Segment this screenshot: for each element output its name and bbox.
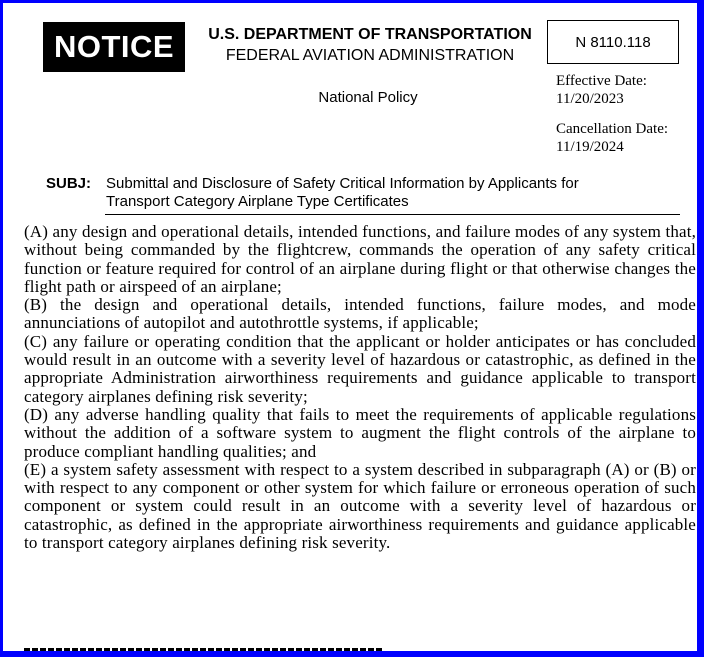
- paragraph-b: (B) the design and operational details, intended functions, failure modes, and mode annunciations of autopilot and autothrottle systems, if applicable;: [24, 295, 696, 333]
- paragraph-d: (D) any adverse handling quality that fails to meet the requirements of applicable regulations without the addition of a software system to augment the flight controls of the airplane to produce compliant handling qualities; and: [24, 404, 696, 461]
- effective-date: 11/20/2023: [556, 91, 624, 107]
- document-number: N 8110.118: [547, 20, 679, 64]
- subject-text: Submittal and Disclosure of Safety Critical Information by Applicants for Transport Category Airplane Type Certificates: [106, 175, 579, 210]
- administration-name: FEDERAL AVIATION ADMINISTRATION: [225, 47, 515, 64]
- paragraph-c: (C) any failure or operating condition that the applicant or holder anticipates or has concluded would result in an outcome with a severity level of hazardous or catastrophic, as defined in the appropriate Administration airworthiness requirements and guidance applicable to transport category airplanes defining risk severity;: [24, 331, 696, 406]
- document-body: [24, 223, 696, 552]
- paragraph-e: (E) a system safety assessment with respect to a system described in subparagraph (A) or (B) or with respect to any component or other system for which failure or erroneous operation of such component or system could result in an outcome with a severity level of hazardous or catastrophic, as defined in the appropriate airworthiness requirements and guidance applicable to transport category airplanes defining risk severity.: [24, 459, 696, 553]
- clipped-next-line: [24, 648, 384, 651]
- department-name: U.S. DEPARTMENT OF TRANSPORTATION: [208, 26, 532, 43]
- paragraph-a: (A) any design and operational details, intended functions, and failure modes of any system that, without being commanded by the flightcrew, commands the operation of any safety critical function or feature required for control of an airplane during flight or that otherwise changes the flight path or airspeed of an airplane;: [24, 222, 696, 296]
- policy-type: National Policy: [318, 89, 418, 106]
- subject-divider: [105, 214, 680, 215]
- subject-label: SUBJ:: [46, 175, 92, 192]
- effective-date-label: Effective Date:: [556, 73, 647, 89]
- notice-badge: NOTICE: [43, 22, 185, 72]
- agency-heading: [201, 25, 539, 67]
- cancellation-date-label: Cancellation Date:: [556, 121, 669, 137]
- date-block: [556, 72, 696, 156]
- document-page: [3, 3, 697, 651]
- cancellation-date: 11/19/2024: [556, 139, 624, 155]
